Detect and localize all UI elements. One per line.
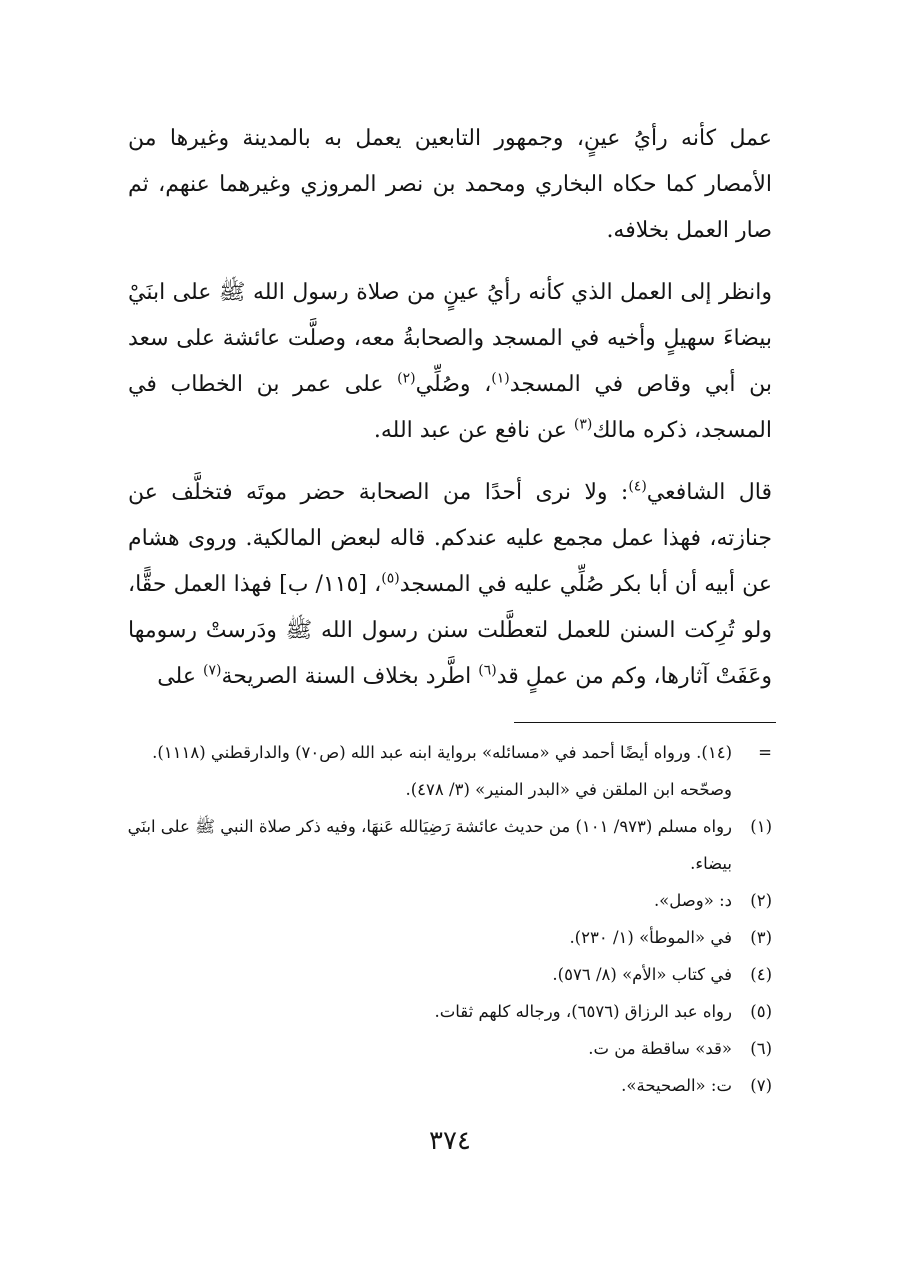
paragraph-text: : ولا نرى أحدًا من الصحابة حضر موتَه فتخلَّف عن جنازته، فهذا عمل مجمع عليه عندكم. قاله لبعض المالكية. وروى هشام عن أبيه أن أبا بكر صُلِّي عليه في المسجد — [128, 480, 772, 597]
footnote — [118, 1067, 772, 1104]
footnote-text: في كتاب «الأم» (٨/ ٥٧٦). — [552, 965, 732, 984]
footnote — [118, 1030, 772, 1067]
footnotes — [118, 734, 772, 1104]
footnote-marker: (١) — [750, 817, 772, 836]
paragraph-text: قال الشافعي — [646, 480, 772, 505]
paragraph-text: عن نافع عن عبد الله. — [373, 418, 574, 443]
paragraph-text: اطَّرد بخلاف السنة الصريحة — [221, 664, 479, 689]
footnote-marker: = — [758, 743, 772, 762]
paragraph-text: ، وصُلِّي — [415, 372, 492, 397]
footnote-reference: (٤) — [628, 478, 647, 495]
paragraph-text: على — [157, 664, 203, 689]
footnote-marker: (٧) — [750, 1076, 772, 1095]
footnote — [118, 734, 772, 808]
footnote-reference: (٧) — [202, 662, 222, 679]
footnote-marker: (٥) — [750, 1002, 772, 1021]
footnote-text: رواه مسلم (٩٧٣/ ١٠١) من حديث عائشة رَضِيَالله عَنهَا، وفيه ذكر صلاة النبي ﷺ على ابنَي بيضاء. — [127, 817, 732, 873]
footnote-marker: (٤) — [750, 965, 772, 984]
footnote — [118, 956, 772, 993]
paragraph — [128, 116, 772, 254]
footnote-marker: (٣) — [750, 928, 772, 947]
footnote-text: (١٤). ورواه أيضًا أحمد في «مسائله» برواية ابنه عبد الله (ص٧٠) والدارقطني (١١١٨). وصحّحه ابن الملقن في «البدر المنير» (٣/ ٤٧٨). — [152, 743, 732, 799]
footnote-text: ت: «الصحيحة». — [621, 1076, 732, 1095]
footnote-marker: (٦) — [750, 1039, 772, 1058]
footnote-text: رواه عبد الرزاق (٦٥٧٦)، ورجاله كلهم ثقات. — [434, 1002, 732, 1021]
footnote — [118, 808, 772, 882]
footnote — [118, 882, 772, 919]
footnote-separator — [514, 722, 776, 723]
paragraph-text: وانظر إلى العمل الذي كأنه رأيُ عينٍ من صلاة رسول الله ﷺ على ابنَيْ بيضاءَ سهيلٍ وأخيه في المسجد والصحابةُ معه، وصلَّت عائشة على سعد بن أبي وقاص في المسجد — [128, 280, 772, 397]
footnote-reference: (١) — [491, 370, 510, 387]
footnote — [118, 919, 772, 956]
footnote — [118, 993, 772, 1030]
main-text — [128, 116, 772, 700]
footnote-text: في «الموطأ» (١/ ٢٣٠). — [569, 928, 732, 947]
footnote-reference: (٦) — [478, 662, 497, 679]
page-number: ٣٧٤ — [429, 1126, 471, 1156]
footnote-reference: (٥) — [381, 570, 400, 587]
paragraph — [128, 470, 772, 700]
footnote-text: «قد» ساقطة من ت. — [588, 1039, 732, 1058]
paragraph-text: عمل كأنه رأيُ عينٍ، وجمهور التابعين يعمل به بالمدينة وغيرها من الأمصار كما حكاه البخاري ومحمد بن نصر المروزي وغيرهما عنهم، ثم صار العمل بخلافه. — [128, 126, 772, 243]
footnote-marker: (٢) — [750, 891, 772, 910]
footnote-reference: (٣) — [573, 416, 593, 433]
footnote-text: د: «وصل». — [653, 891, 732, 910]
paragraph-text: ، [١١٥/ ب] فهذا العمل حقًّا، ولو تُرِكت السنن للعمل لتعطَّلت سنن رسول الله ﷺ ودَرستْ رسومها وعَفَتْ آثارها، وكم من عملٍ قد — [128, 572, 772, 689]
footnote-reference: (٢) — [397, 370, 416, 387]
paragraph-text: على عمر بن الخطاب في المسجد، ذكره مالك — [128, 372, 772, 443]
paragraph — [128, 270, 772, 454]
